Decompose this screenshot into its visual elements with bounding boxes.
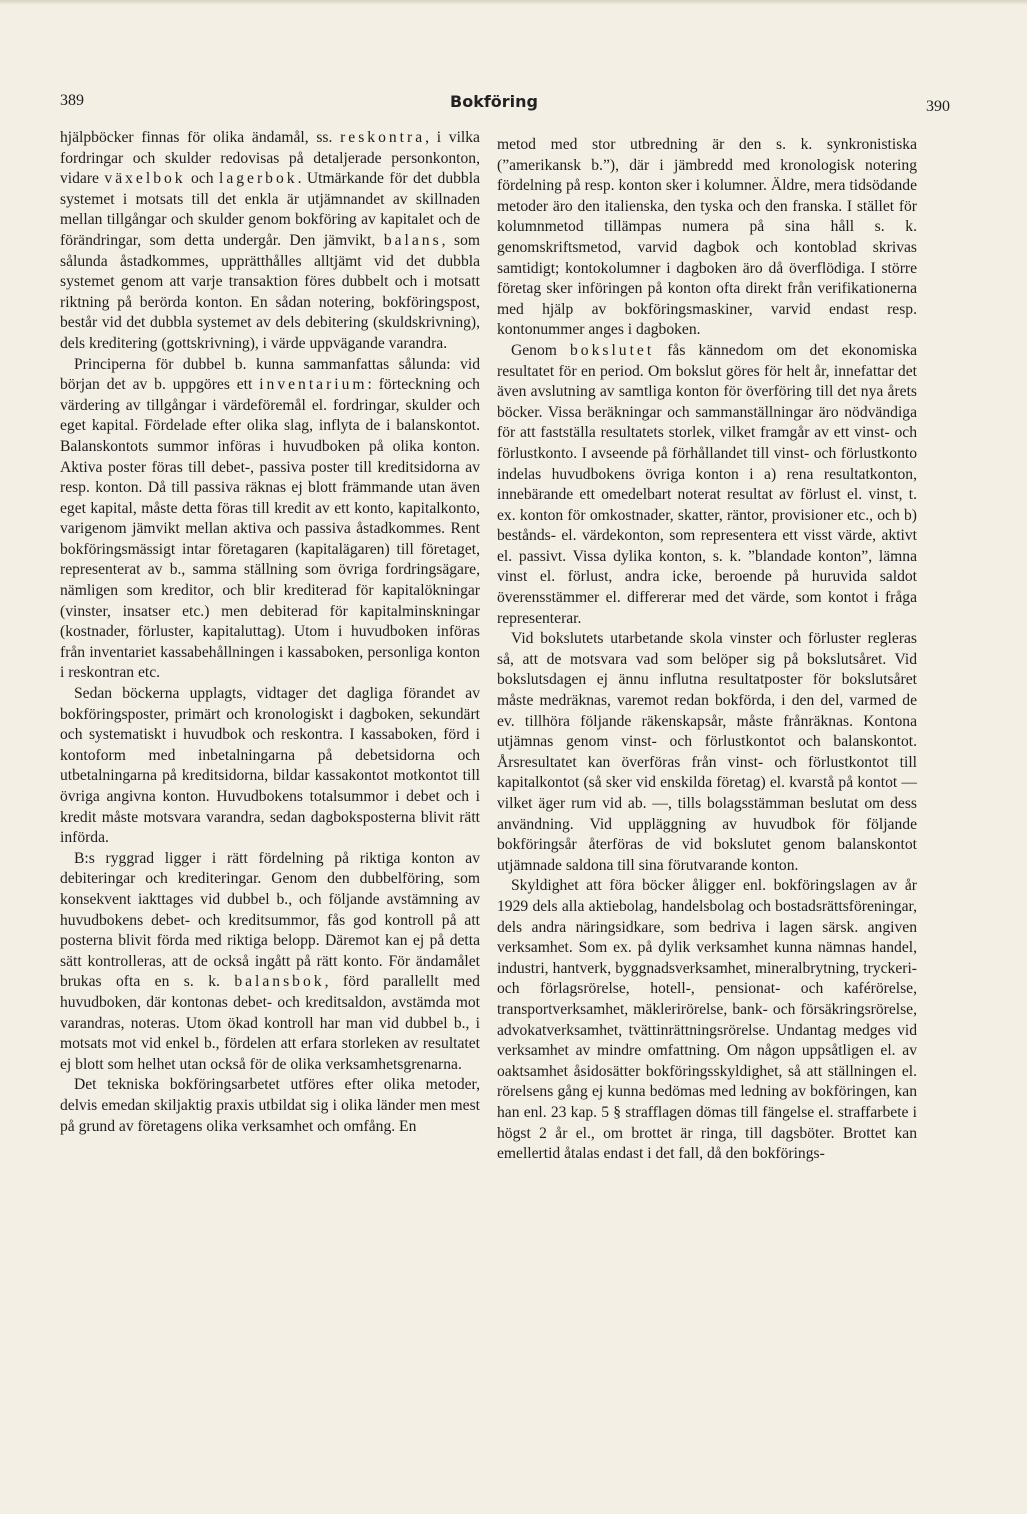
paragraph [60,1075,480,1137]
paragraph [60,355,480,685]
page-header [0,92,1027,122]
text-run: . Utmärkande för det dubbla systemet i motsats till det enkla är utjämnandet av skillnaden mellan tillgångar och skulder genom bokföring av kapitalet och de förändringar, som detta undergår. Den jämvikt, [60,170,480,249]
running-title: Bokföring [450,92,538,111]
text-run: fås kännedom om det ekonomiska resultatet för en period. Om bokslut göres för helt år, innefattar det även avslutning av samtliga konton för överföring till det nya årets böcker. Vissa beräkningar och sammanställningar äro nödvändiga för att fastställa resultatets storlek, vilket framgår av ett vinst- och förlustkonto. I avseende på förhållandet till vinst- och förlustkonto indelas huvudbokens övriga konton i a) rena resultatkonton, innebärande ett omedelbart noterat resultat av förlust el. vinst, t. ex. konton för omkostnader, skatter, räntor, provisioner etc., och b) bestånds- el. värdekonton, som representera ett visst värde, aktivt el. passivt. Vissa dylika konton, s. k. ”blandade konton”, lämna vinst el. förlust, andra icke, beroende på huruvida saldot överensstämmer el. differerar med det värde, som kontot i fråga representerar. [497,341,917,627]
text-run: Vid bokslutets utarbetande skola vinster och förluster regleras så, att de motsvara vad som belöper sig på bokslutsåret. Vid bokslutsdagen ej ännu influtna resultatposter för bokslutsåret måste medräknas, varemot redan bokförda, i den del, varmed de ev. tillhöra följande räkenskapsår, måste frånräknas. Kontona utjämnas genom vinst- och förlustkontot och balanskontot. Årsresultatet kan överföras från vinst- och förlustkontot till kapitalkontot (så sker vid enskilda företag) el. kvarstå på kontot — vilket äger rum vid ab. —, tills bolagsstämman beslutat om dess användning. Vid uppläggning av huvudbok för följande bokföringsår återföras de vid bokslutet genom balanskontot utjämnade saldona till sina förutvarande konton. [497,630,917,874]
spaced-term: balansbok [234,973,325,991]
text-run: och [185,170,219,188]
paragraph [60,684,480,849]
right-column [497,135,917,1165]
page-number-left: 389 [60,92,84,109]
spaced-term: lagerbok [219,170,298,188]
text-run: Skyldighet att föra böcker åligger enl. bokföringslagen av år 1929 dels alla aktiebolag, handelsbolag och bostadsrättsföreningar, dels andra näringsidkare, som bedriva i lagen särsk. angiven verksamhet. Som ex. på dylik verksamhet kunna nämnas handel, industri, hantverk, byggnadsverksamhet, mineralbrytning, tryckeri- och förlagsrörelse, hotell-, pensionat- och kaférörelse, transportverksamhet, mäklerirörelse, bank- och försäkringsrörelse, advokatverksamhet, tvättinrättningsrörelse. Undantag medges vid verksamhet av mindre omfattning. Om någon uppsåtligen el. av oaktsamhet åsidosätter bokföringsskyldighet, så att ställningen el. rörelsens gång ej kunna bedömas med ledning av bokföringen, kan han enl. 23 kap. 5 § strafflagen dömas till fängelse el. straffarbete i högst 2 år el., om brottet är ringa, till dagsböter. Brottet kan emellertid åtalas endast i det fall, då den bokförings- [497,877,917,1163]
spaced-term: växelbok [104,170,186,188]
spaced-term: bokslutet [569,341,655,359]
text-run: hjälpböcker finnas för olika ändamål, ss. [60,129,341,146]
text-run: B:s ryggrad ligger i rätt fördelning på riktiga konton av debiteringar och krediteringar. Genom den dubbelföring, som konsekvent iakttages vid dubbel b., och följande avstämning av huvudbokens debet- och kreditsummor, fås god kontroll på att posterna blivit förda med riktiga belopp. Däremot kan ej på detta sätt kontrolleras, att de också ingått på rätt konto. För ändamålet brukas ofta en s. k. [60,849,480,991]
text-run: Sedan böckerna upplagts, vidtager det dagliga förandet av bokföringsposter, primärt och kronologiskt i dagboken, sekundärt och systematiskt i huvudbok och reskontra. I kassaboken, förd i kontoform med inbetalningarna på debetsidorna och utbetalningarna på kreditsidorna, bildar kassakontot motkontot till övriga angivna konton. Huvudbokens totalsummor i debet och i kredit måste motsvara varandra, sedan dagboksposterna blivit rätt införda. [60,685,480,847]
paragraph [60,128,480,355]
paragraph [497,876,917,1164]
paragraph [497,341,917,629]
spaced-term: balans [383,231,442,249]
text-run: Principerna för dubbel b. kunna sammanfattas sålunda: vid början det av b. uppgöres ett [60,355,480,394]
paragraph [60,849,480,1076]
page-number-right: 390 [926,98,950,115]
text-run: Genom [511,341,570,359]
text-run: , förd parallellt med huvudboken, där kontonas debet- och kreditsaldon, avstämda mot varandras, noteras. Utom ökad kontroll har man vid dubbel b., i motsats mot vid enkel b., fördelen att erfara storleken av resultatet ej blott som helhet utan också för de olika verksamhetsgrenarna. [60,973,480,1073]
text-run: metod med stor utbredning är den s. k. synkronistiska (”amerikansk b.”), där i jämbredd med kronologisk notering fördelning på resp. konton sker i kolumner. Äldre, mera tidsödande metoder äro den italienska, den tyska och den franska. I stället för kolumnmetod tillämpas numera på sina håll s. k. genomskriftsmetod, varvid dagbok och kontoblad skrivas samtidigt; kontokolumner i dagboken äro då överflödiga. I större företag sker införingen på konton ofta direkt från verifikationerna med hjälp av bokföringsmaskiner, varvid endast resp. kontonummer anges i dagboken. [497,136,917,339]
text-run: Det tekniska bokföringsarbetet utföres efter olika metoder, delvis emedan skiljaktig praxis utbildat sig i olika länder men mest på grund av företagens olika verksamhet och omfång. En [60,1076,480,1135]
text-run: , i vilka fordringar och skulder redovisas på detaljerade personkonton, vidare [60,129,480,188]
spaced-term: reskontra [340,129,426,146]
paragraph [497,135,917,341]
paragraph [497,629,917,876]
page-edge [0,0,1027,5]
text-run: , som sålunda åstadkommes, upprätthålles alltjämt vid det dubbla systemet genom att varje transaktion föres dubbelt och i motsatt riktning på berörda konton. En sådan notering, bokföringspost, består vid det dubbla systemet av dels debitering (skuldskrivning), dels kreditering (gottskrivning), i värde uppvägande varandra. [60,231,481,352]
spaced-term: inventarium [259,376,368,394]
left-column [60,128,480,1137]
text-run: : förteckning och värdering av tillgångar i värdeföremål el. fordringar, skulder och eget kapital. Fördelade efter olika slag, inflyta de i balanskontot. Balanskontots summor införas i huvudboken på olika konton. Aktiva poster föras till debet-, passiva poster till kreditsidorna av resp. konton. Då till passiva räknas ej blott främmande utan även eget kapital, måste detta föras till kredit av ett konto, kapitalkonto, varigenom jämvikt mellan aktiva och passiva åstadkommes. Rent bokföringsmässigt intar företagaren (kapitalägaren) till företaget, representerat av b., samma ställning som övriga fordringsägare, nämligen som kreditor, och blir krediterad för kapitalökningar (vinster, insatser etc.) men debiterad för kapitalminskningar (kostnader, förluster, kapitaluttag). Utom i huvudboken införas från inventariet kassabehållningen i kassaboken, personliga konton i reskontran etc. [60,376,480,682]
